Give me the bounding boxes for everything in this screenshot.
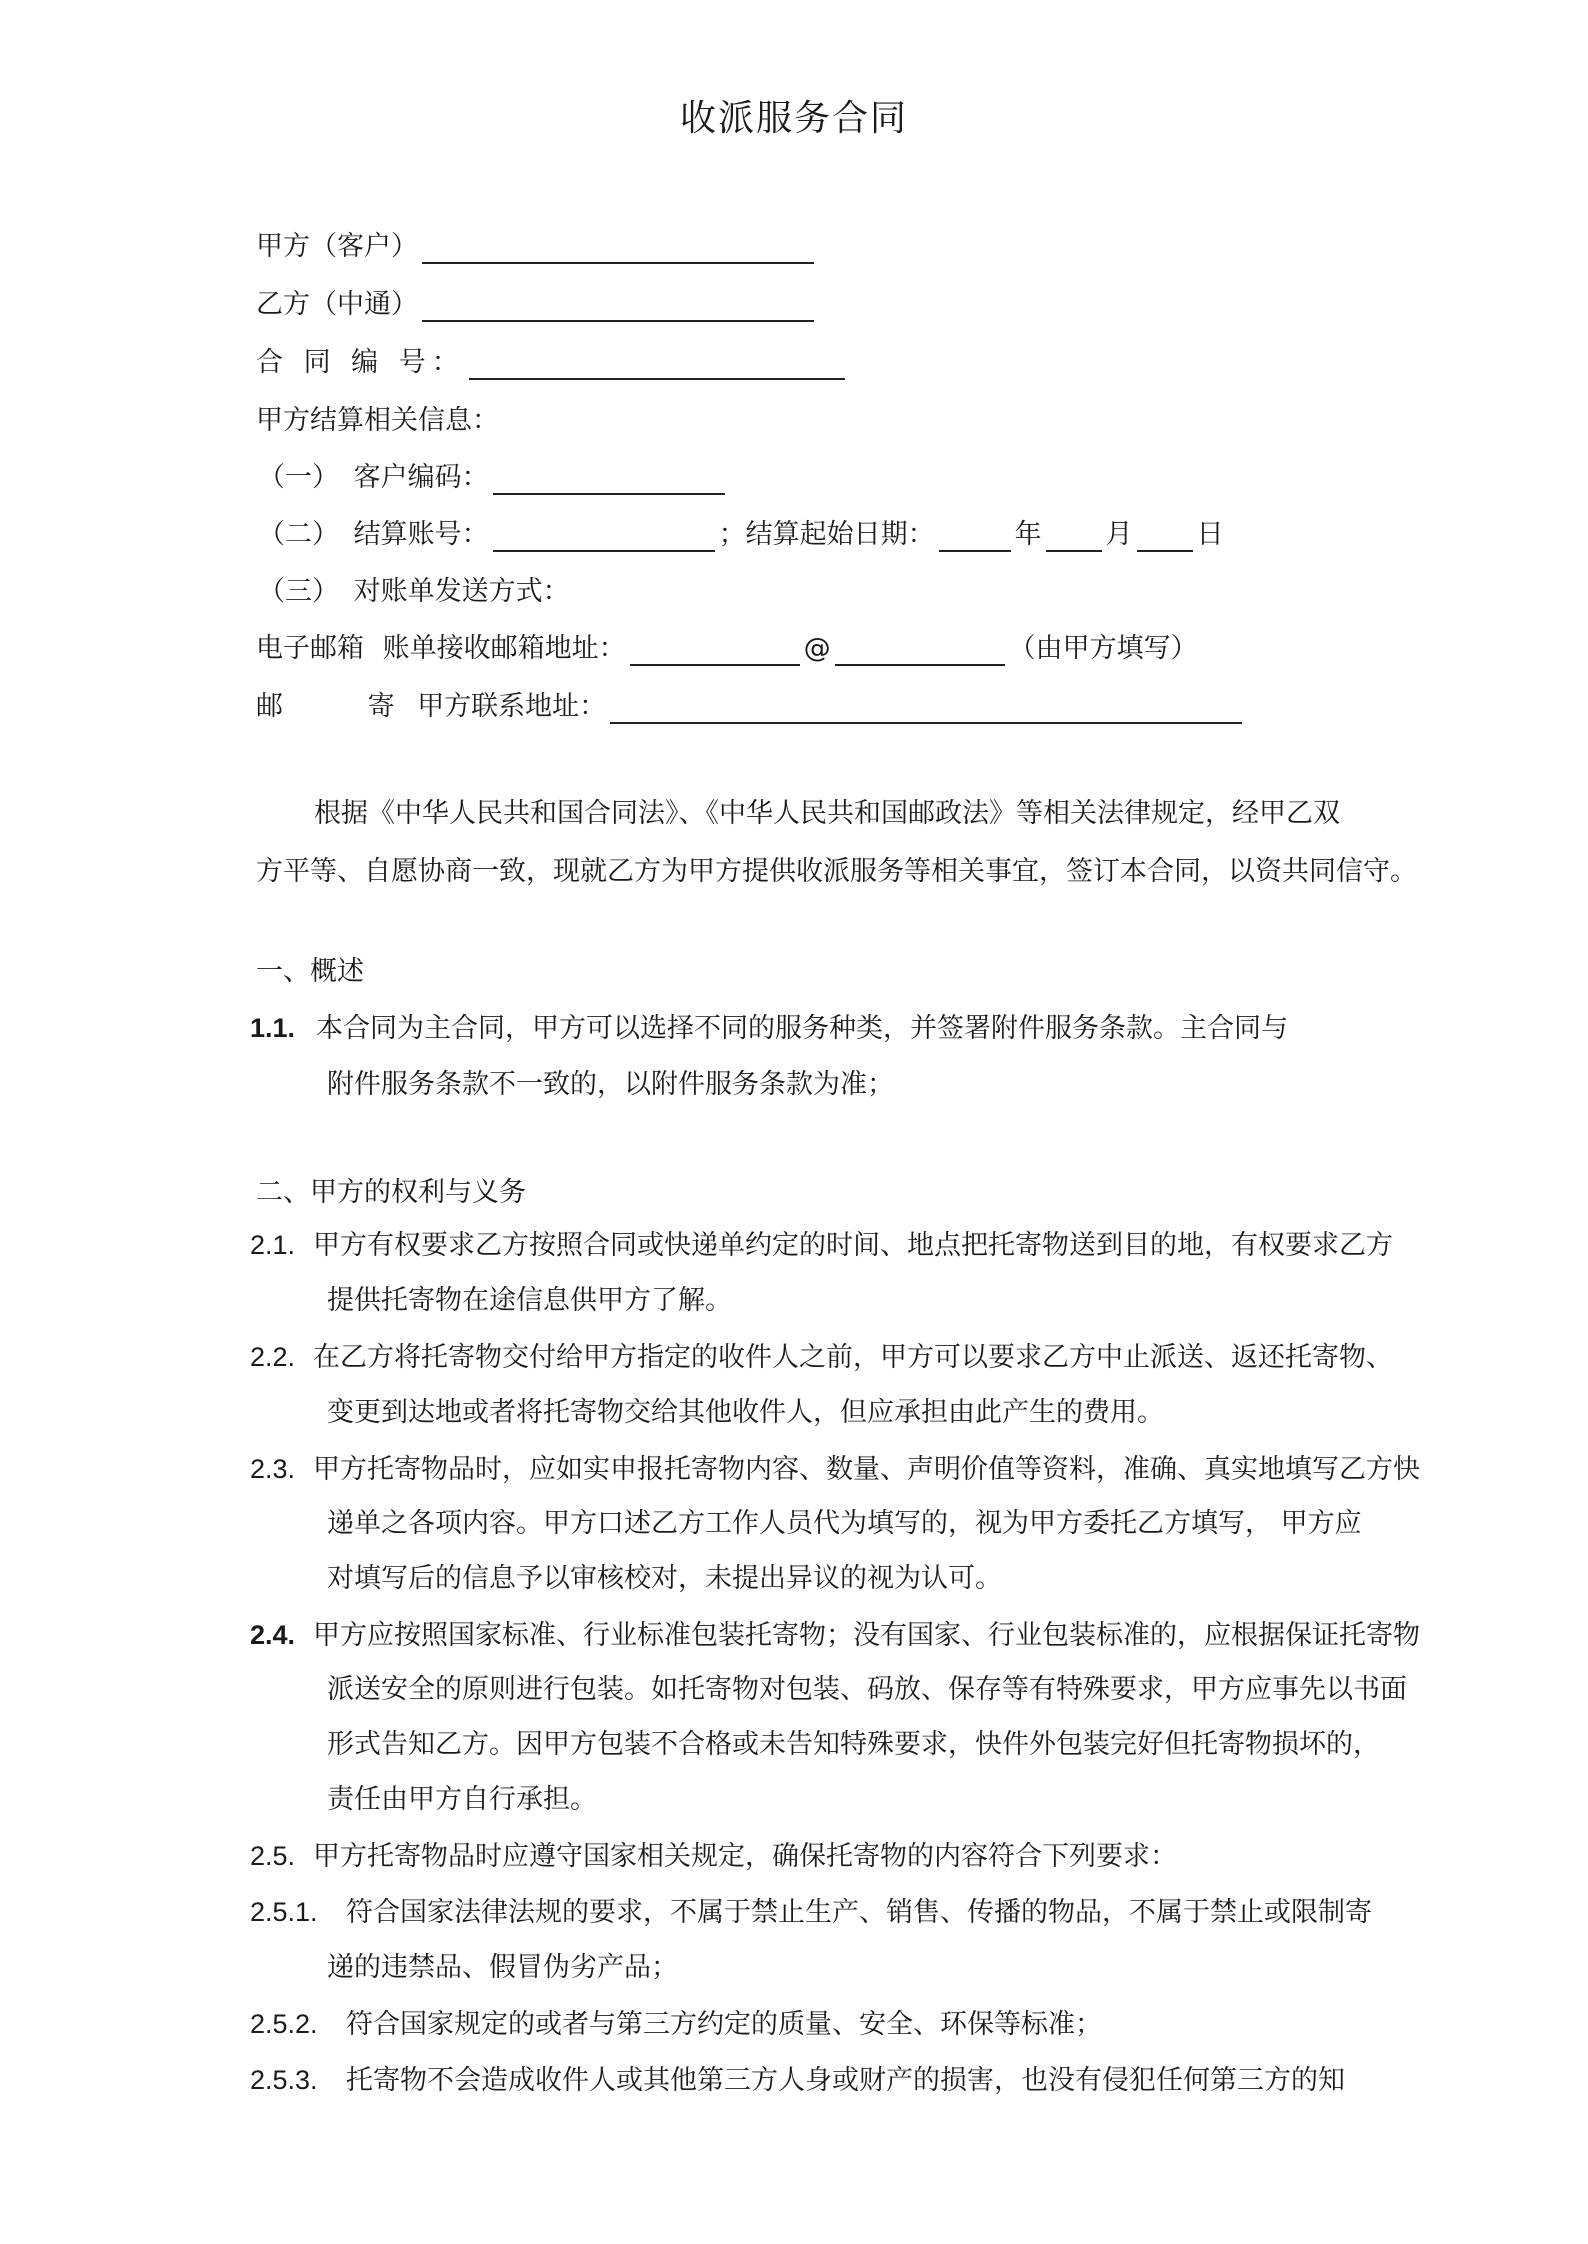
party-a-label: 甲方（客户） xyxy=(256,231,418,262)
clause-text: 符合国家法律法规的要求，不属于禁止生产、销售、传播的物品，不属于禁止或限制寄 xyxy=(346,1897,1372,1928)
item3-num: （三） xyxy=(258,576,339,607)
email-label: 电子邮箱 xyxy=(256,633,364,664)
statement-method-row xyxy=(258,575,570,609)
mail-label-1: 邮 xyxy=(256,691,283,722)
clause-2-4 xyxy=(250,1618,1420,1653)
clause-text: 符合国家规定的或者与第三方约定的质量、安全、环保等标准； xyxy=(346,2009,1102,2040)
settlement-info-heading: 甲方结算相关信息： xyxy=(256,405,499,436)
start-month-field[interactable] xyxy=(1046,524,1102,552)
clause-2-2 xyxy=(250,1340,1393,1375)
preamble-line-2: 方平等、自愿协商一致，现就乙方为甲方提供收派服务等相关事宜，签订本合同，以资共同信守。 xyxy=(256,856,1417,887)
clause-2-3-cont-2: 对填写后的信息予以审核校对，未提出异议的视为认可。 xyxy=(327,1563,1002,1594)
clause-2-2-cont: 变更到达地或者将托寄物交给其他收件人，但应承担由此产生的费用。 xyxy=(327,1397,1164,1428)
clause-text: 甲方托寄物品时应遵守国家相关规定，确保托寄物的内容符合下列要求： xyxy=(313,1841,1177,1872)
clause-text: 本合同为主合同，甲方可以选择不同的服务种类，并签署附件服务条款。主合同与 xyxy=(316,1013,1288,1044)
item1-num: （一） xyxy=(258,462,339,493)
start-year-field[interactable] xyxy=(939,524,1011,552)
item2-num: （二） xyxy=(258,519,339,550)
customer-code-field[interactable] xyxy=(493,467,725,495)
clause-number: 2.5. xyxy=(250,1841,296,1871)
clause-2-3-cont-1: 递单之各项内容。甲方口述乙方工作人员代为填写的，视为甲方委托乙方填写， 甲方应 xyxy=(327,1508,1362,1539)
party-b-row xyxy=(256,288,818,322)
customer-code-label: 客户编码： xyxy=(353,462,489,493)
clause-number: 2.4. xyxy=(250,1620,296,1650)
clause-number: 2.3. xyxy=(250,1454,296,1484)
clause-2-3 xyxy=(250,1452,1420,1487)
mail-address-field[interactable] xyxy=(610,696,1242,724)
clause-2-5 xyxy=(250,1839,1177,1874)
clause-number: 2.1. xyxy=(250,1230,296,1260)
party-b-field[interactable] xyxy=(422,294,814,322)
party-a-row xyxy=(256,230,818,264)
clause-1-1 xyxy=(250,1011,1288,1046)
clause-number: 1.1. xyxy=(250,1013,296,1043)
email-address-label: 账单接收邮箱地址： xyxy=(382,633,626,664)
clause-text: 甲方托寄物品时，应如实申报托寄物内容、数量、声明价值等资料，准确、真实地填写乙方快 xyxy=(313,1454,1420,1485)
start-date-label: ；结算起始日期： xyxy=(718,519,935,550)
clause-number: 2.5.1. xyxy=(250,1897,318,1927)
clause-text: 在乙方将托寄物交付给甲方指定的收件人之前，甲方可以要求乙方中止派送、返还托寄物、 xyxy=(313,1342,1393,1373)
clause-2-5-1 xyxy=(250,1895,1372,1930)
clause-2-1 xyxy=(250,1228,1393,1263)
settlement-account-label: 结算账号： xyxy=(353,519,489,550)
clause-2-1-cont: 提供托寄物在途信息供甲方了解。 xyxy=(327,1285,732,1316)
clause-number: 2.5.3. xyxy=(250,2065,318,2095)
contract-no-row xyxy=(256,346,849,380)
clause-1-1-cont: 附件服务条款不一致的，以附件服务条款为准； xyxy=(327,1069,894,1100)
statement-method-label: 对账单发送方式： xyxy=(353,576,570,607)
section-1-heading: 一、概述 xyxy=(256,956,364,987)
section-2-heading: 二、甲方的权利与义务 xyxy=(256,1177,526,1208)
contract-no-field[interactable] xyxy=(469,352,845,380)
party-a-field[interactable] xyxy=(422,236,814,264)
clause-2-4-cont-1: 派送安全的原则进行包装。如托寄物对包装、码放、保存等有特殊要求，甲方应事先以书面 xyxy=(327,1674,1407,1705)
mail-address-label: 甲方联系地址： xyxy=(417,691,607,722)
email-user-field[interactable] xyxy=(630,638,800,666)
start-day-field[interactable] xyxy=(1137,524,1193,552)
clause-number: 2.2. xyxy=(250,1342,296,1372)
party-b-label: 乙方（中通） xyxy=(256,289,418,320)
clause-2-4-cont-2: 形式告知乙方。因甲方包装不合格或未告知特殊要求，快件外包装完好但托寄物损坏的， xyxy=(327,1729,1380,1760)
clause-number: 2.5.2. xyxy=(250,2009,318,2039)
clause-2-4-cont-3: 责任由甲方自行承担。 xyxy=(327,1784,597,1815)
email-note: （由甲方填写） xyxy=(1008,633,1198,664)
year-label: 年 xyxy=(1014,519,1042,550)
clause-text: 甲方有权要求乙方按照合同或快递单约定的时间、地点把托寄物送到目的地，有权要求乙方 xyxy=(313,1230,1393,1261)
contract-no-label: 合 同 编 号： xyxy=(256,347,465,378)
clause-2-5-1-cont: 递的违禁品、假冒伪劣产品； xyxy=(327,1952,678,1983)
clause-2-5-3 xyxy=(250,2063,1345,2098)
contract-title: 收派服务合同 xyxy=(680,98,909,139)
at-sign: @ xyxy=(803,633,831,664)
clause-2-5-2 xyxy=(250,2007,1102,2042)
clause-text: 甲方应按照国家标准、行业标准包装托寄物；没有国家、行业包装标准的，应根据保证托寄物 xyxy=(313,1620,1420,1651)
month-label: 月 xyxy=(1105,519,1133,550)
preamble-line-1: 根据《中华人民共和国合同法》、《中华人民共和国邮政法》等相关法律规定，经甲乙双 xyxy=(314,798,1340,829)
day-label: 日 xyxy=(1196,519,1224,550)
email-row xyxy=(256,632,1198,666)
settlement-account-row xyxy=(258,518,1224,552)
email-domain-field[interactable] xyxy=(835,638,1005,666)
customer-code-row xyxy=(258,461,729,495)
mail-label-2: 寄 xyxy=(367,691,395,722)
settlement-account-field[interactable] xyxy=(493,524,715,552)
clause-text: 托寄物不会造成收件人或其他第三方人身或财产的损害，也没有侵犯任何第三方的知 xyxy=(346,2065,1345,2096)
mail-row xyxy=(256,690,1246,724)
